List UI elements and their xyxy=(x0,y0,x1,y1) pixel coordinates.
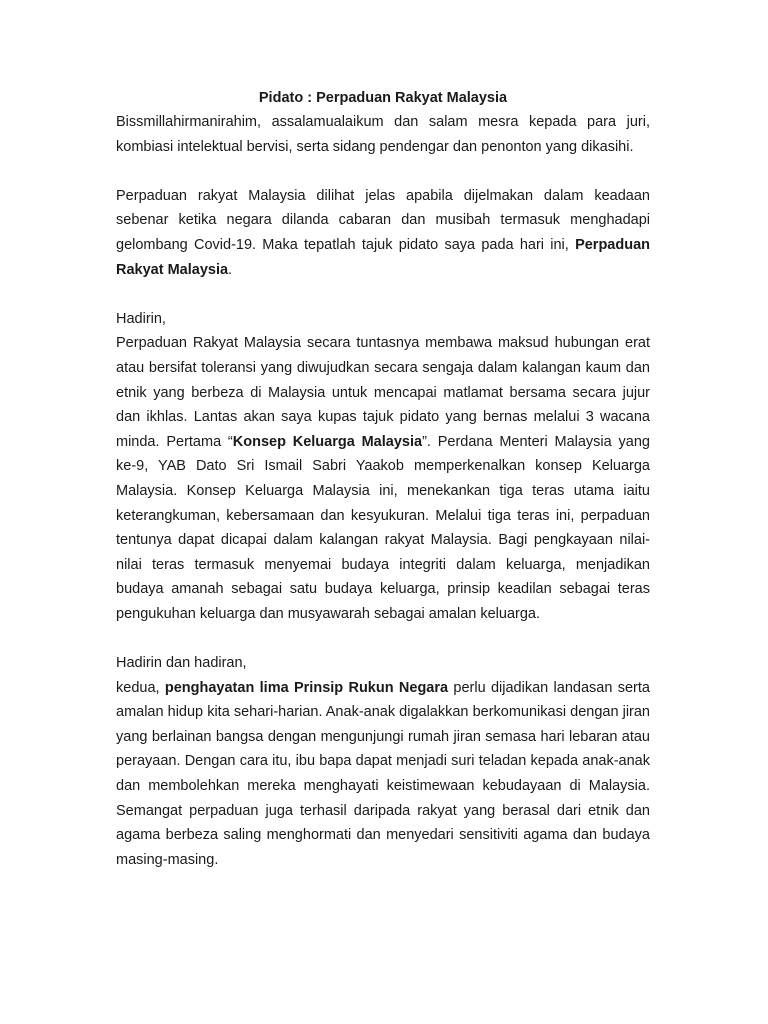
first-point-paragraph xyxy=(116,331,650,626)
speech-title: Pidato : Perpaduan Rakyat Malaysia xyxy=(258,90,508,106)
paragraph-gap xyxy=(116,282,650,307)
introduction-paragraph xyxy=(116,184,650,282)
document-page xyxy=(116,86,650,872)
second-point-paragraph xyxy=(116,676,650,873)
second-point-text-a: kedua, xyxy=(116,679,165,696)
second-point-text-b: perlu dijadikan landasan serta amalan hidup kita sehari-harian. Anak-anak digalakkan berkomunikasi dengan jiran yang berlainan bangsa dengan mengunjungi rumah jiran semasa hari lebaran atau perayaan. Dengan cara itu, ibu bapa dapat menjadi suri teladan kepada anak-anak dan membolehkan mereka menghayati keistimewaan kebudayaan di Malaysia. Semangat perpaduan juga terhasil daripada rakyat yang berasal dari etnik dan agama berbeza saling menghormati dan menyedari sensitiviti agama dan budaya masing-masing. xyxy=(116,679,650,868)
first-point-text-b: ”. Perdana Menteri Malaysia yang ke-9, YAB Dato Sri Ismail Sabri Yaakob memperkenalkan konsep Keluarga Malaysia. Konsep Keluarga Malaysia ini, menekankan tiga teras utama iaitu keterangkuman, kebersamaan dan kesyukuran. Melalui tiga teras ini, perpaduan tentunya dapat dicapai dalam kalangan rakyat Malaysia. Bagi pengkayaan nilai-nilai teras termasuk menyemai budaya integriti dalam keluarga, menjadikan budaya amanah sebagai satu budaya keluarga, prinsip keadilan sebagai teras pengukuhan keluarga dan musyawarah sebagai amalan keluarga. xyxy=(116,433,650,622)
speech-topic-bold: Perpaduan Rakyat Malaysia xyxy=(116,236,650,278)
first-point-bold: Konsep Keluarga Malaysia xyxy=(232,433,423,450)
salutation-hadirin: Hadirin, xyxy=(116,310,166,327)
paragraph-gap xyxy=(116,159,650,184)
introduction-end: . xyxy=(228,261,233,278)
introduction-text: Perpaduan rakyat Malaysia dilihat jelas apabila dijelmakan dalam keadaan sebenar ketika negara dilanda cabaran dan musibah termasuk menghadapi gelombang Covid-19. Maka tepatlah tajuk pidato saya pada hari ini, xyxy=(116,187,650,253)
first-point-text-a: Perpaduan Rakyat Malaysia secara tuntasnya membawa maksud hubungan erat atau bersifat toleransi yang diwujudkan secara sengaja dalam kalangan kaum dan etnik yang berbeza di Malaysia untuk mencapai matlamat bersama secara jujur dan ikhlas. Lantas akan saya kupas tajuk pidato yang bernas melalui 3 wacana minda. Pertama “ xyxy=(116,335,650,450)
second-point-bold: penghayatan lima Prinsip Rukun Negara xyxy=(164,679,449,696)
paragraph-gap xyxy=(116,626,650,651)
salutation-hadirin-hadiran: Hadirin dan hadiran, xyxy=(116,655,247,672)
opening-paragraph: Bissmillahirmanirahim, assalamualaikum dan salam mesra kepada para juri, kombiasi intelektual bervisi, serta sidang pendengar dan penonton yang dikasihi. xyxy=(116,114,650,155)
